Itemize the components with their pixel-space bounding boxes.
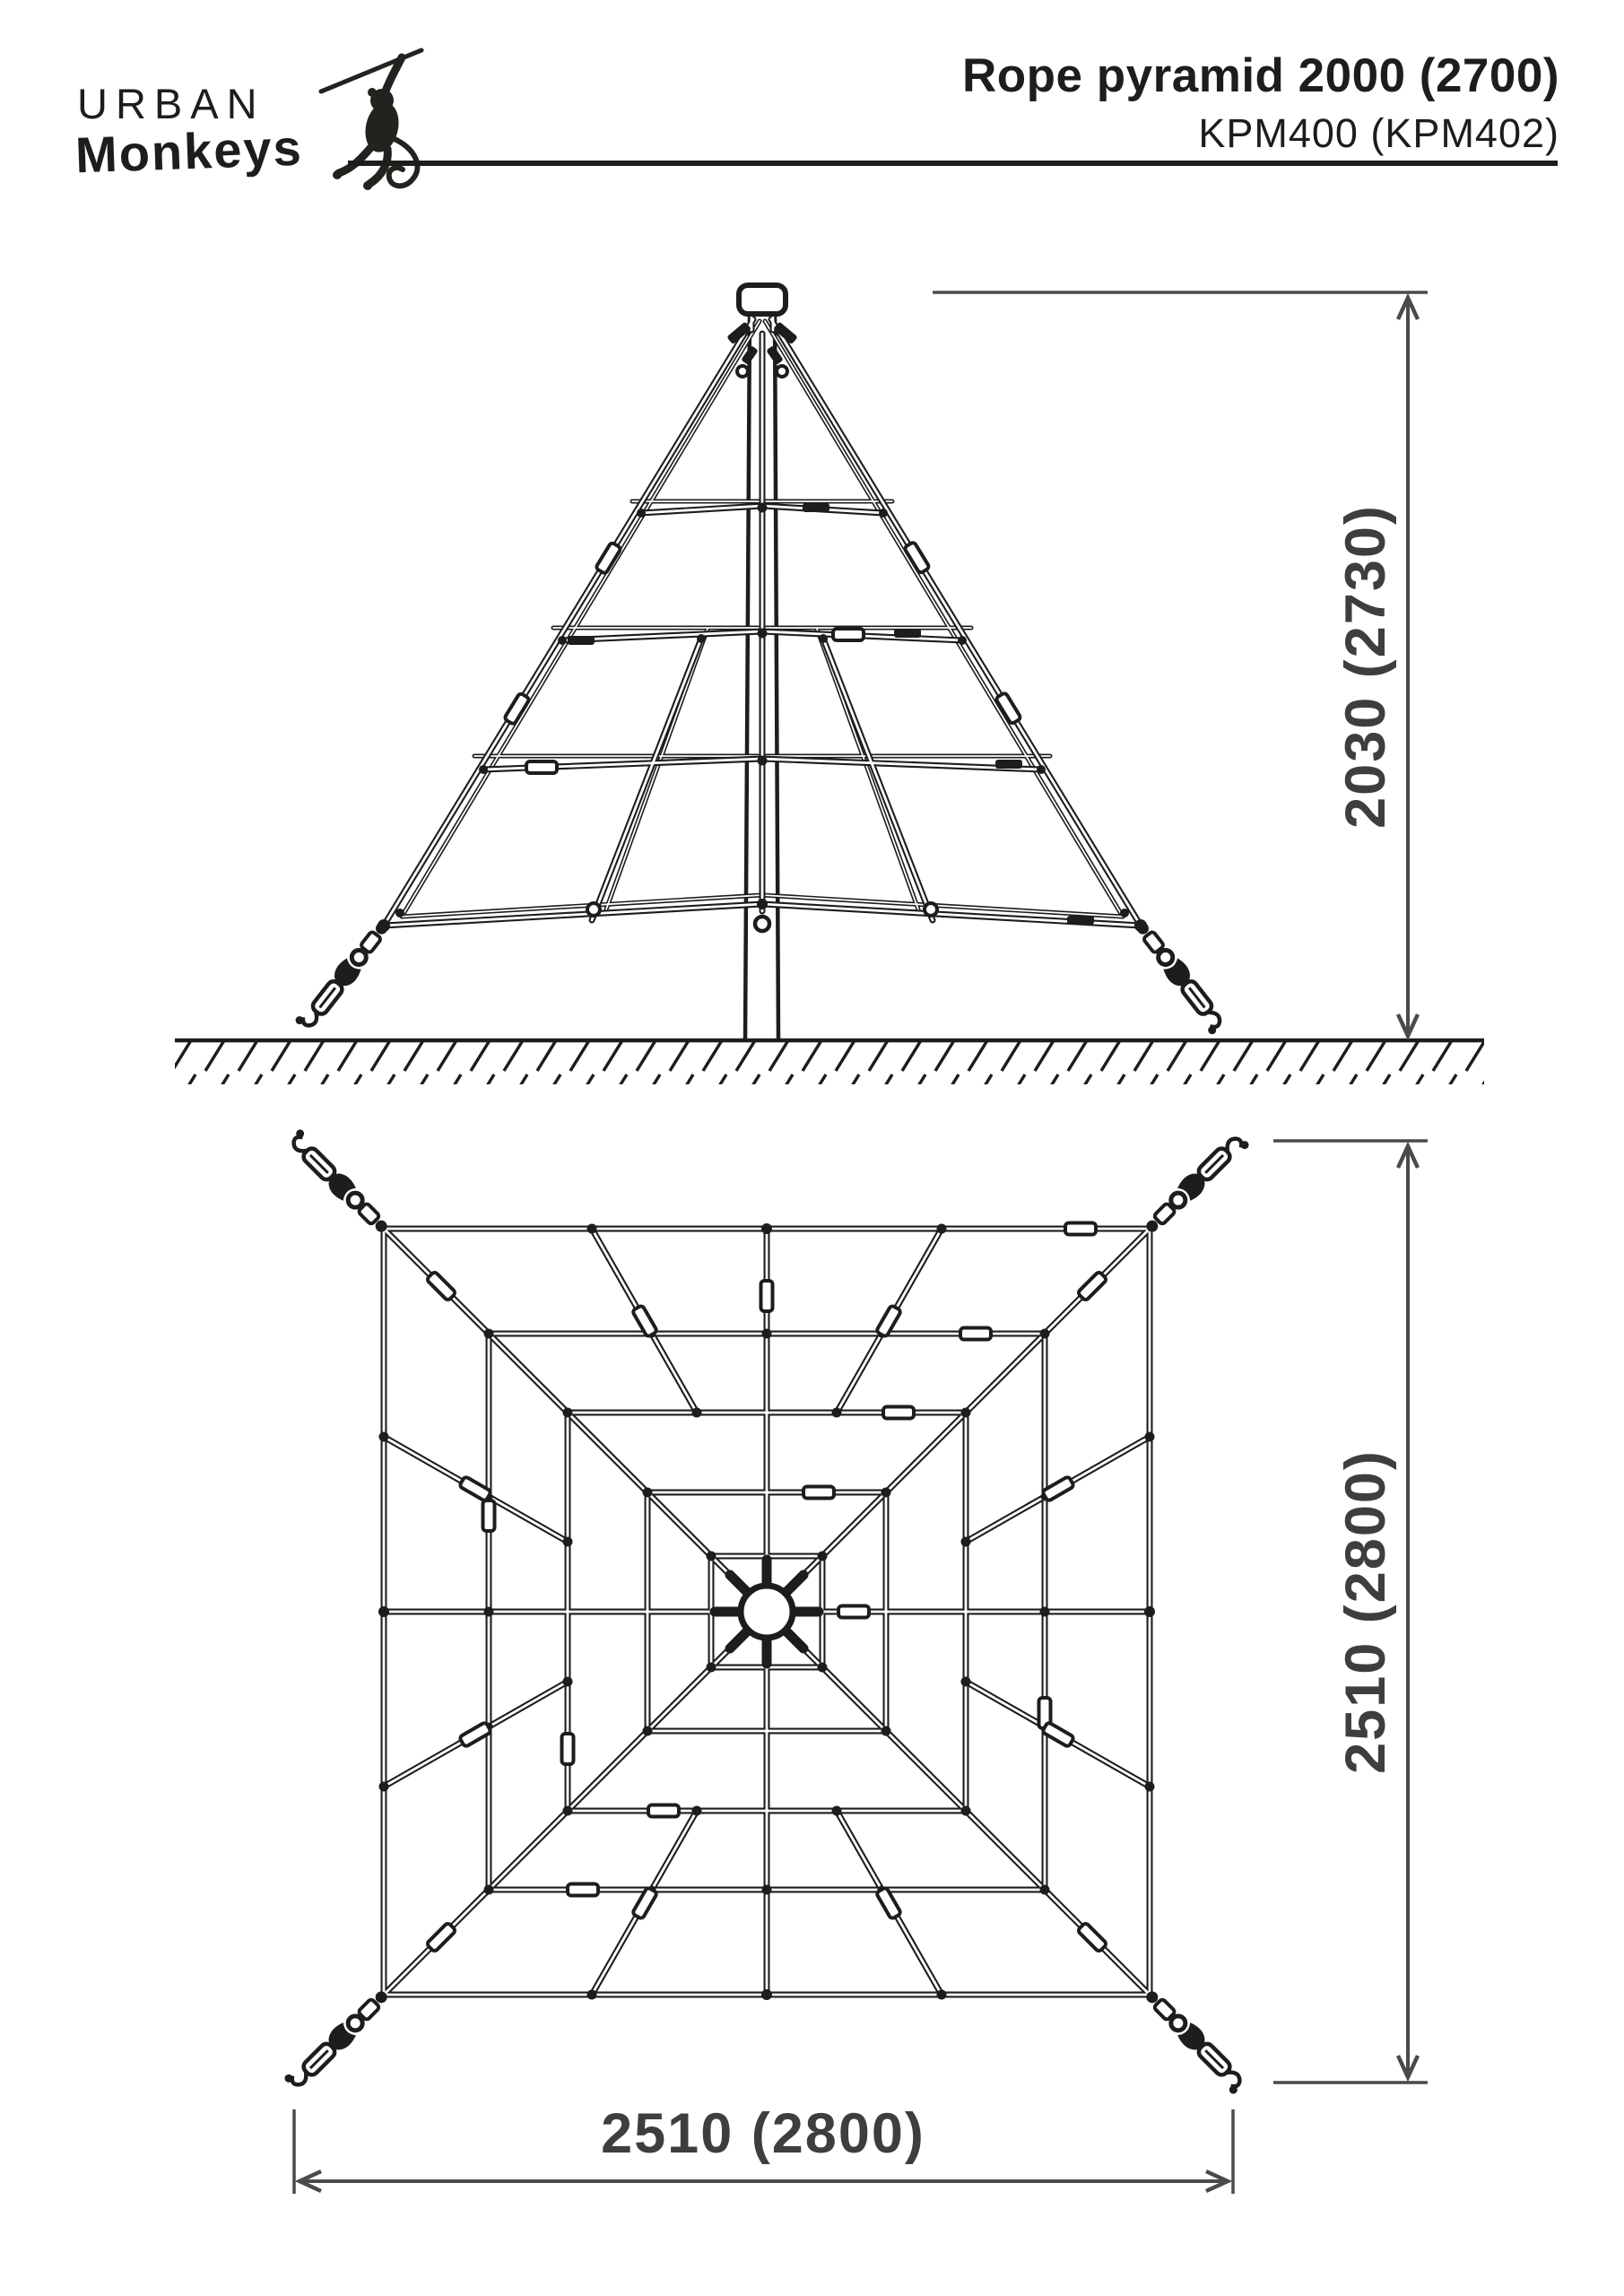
plan-bottom-label: 2510 (2800) [601,2102,925,2165]
side-height-dimension [933,292,1428,1036]
plan-view [283,1128,1428,2194]
plan-right-label: 2510 (2800) [1334,1449,1397,1774]
plan-anchor-bottom-right [1140,1985,1250,2095]
ground-anchor-right [1130,917,1230,1036]
side-view [175,285,1484,1084]
logo-word-monkeys: Monkeys [74,118,304,184]
net-ropes-front [384,312,1141,926]
ground-hatch [175,1042,1484,1084]
mast-hub [715,1560,819,1664]
page-title: Rope pyramid 2000 (2700) [962,49,1559,102]
rope-clamps [504,503,1094,925]
ground [175,1040,1484,1084]
ground-anchor-left [294,917,395,1036]
page-subtitle: KPM400 (KPM402) [1198,110,1559,156]
mast-top-circle [741,1586,793,1638]
plan-anchor-bottom-left [283,1985,394,2095]
plan-anchor-top-left [283,1128,394,1239]
plan-bottom-dimension [294,2102,1233,2194]
logo-word-urban: URBAN [77,80,265,127]
plan-right-dimension [1273,1141,1428,2083]
side-height-label: 2030 (2730) [1334,504,1397,829]
plan-anchor-top-right [1140,1128,1250,1239]
